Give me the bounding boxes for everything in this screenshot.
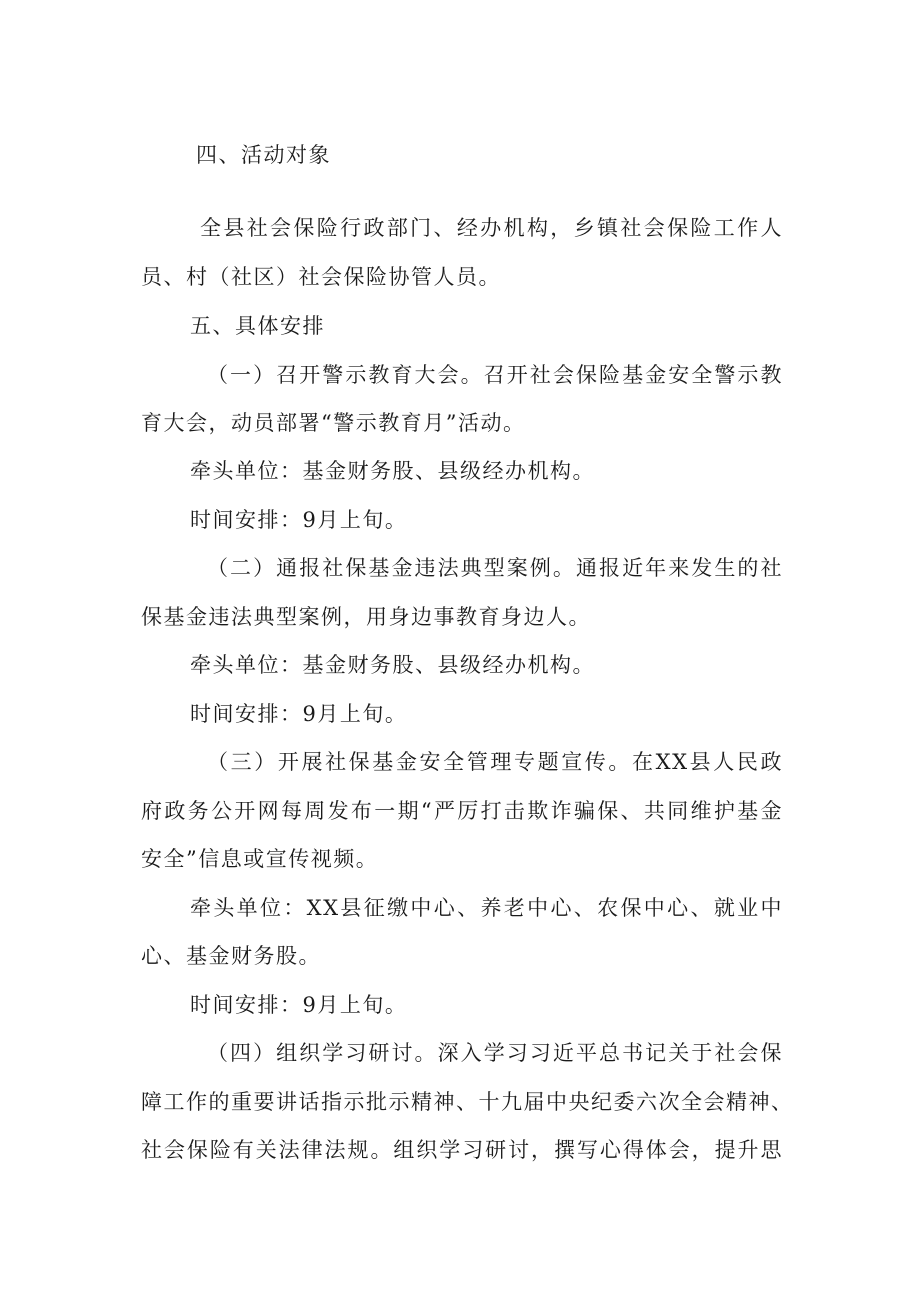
paragraph-line xyxy=(207,747,783,777)
section-heading: 四、活动对象 xyxy=(196,143,331,167)
lead-unit: 牵头单位：基金财务股、县级经办机构。 xyxy=(190,653,595,677)
time-schedule: 时间安排：9月上旬。 xyxy=(190,702,408,726)
lead-unit: 心、基金财务股。 xyxy=(141,944,321,968)
paragraph-line: 保基金违法典型案例，用身边事教育身边人。 xyxy=(141,605,591,629)
paragraph-line xyxy=(141,796,783,826)
paragraph-line xyxy=(200,213,783,243)
section-heading: 五、具体安排 xyxy=(190,314,325,338)
paragraph-line: 员、村（社区）社会保险协管人员。 xyxy=(141,265,501,289)
paragraph-line xyxy=(141,1135,783,1165)
paragraph-line: 育大会，动员部署“警示教育月”活动。 xyxy=(141,411,526,435)
paragraph-line xyxy=(141,1087,794,1117)
text-span: （一）召开警示教育大会。召开社会保险基金安全警示教 xyxy=(207,363,783,387)
lead-unit: 牵头单位：基金财务股、县级经办机构。 xyxy=(190,459,595,483)
paragraph-line xyxy=(207,360,783,390)
text-span: （二）通报社保基金违法典型案例。通报近年来发生的社 xyxy=(207,556,783,580)
time-schedule: 时间安排：9月上旬。 xyxy=(190,508,408,532)
text-span: （三）开展社保基金安全管理专题宣传。在XX县人民政 xyxy=(207,750,783,774)
time-schedule: 时间安排：9月上旬。 xyxy=(190,993,408,1017)
text-span: （四）组织学习研讨。深入学习习近平总书记关于社会保 xyxy=(207,1041,783,1065)
text-span: 全县社会保险行政部门、经办机构，乡镇社会保险工作人 xyxy=(200,216,783,240)
lead-unit xyxy=(190,893,783,923)
paragraph-line xyxy=(207,553,783,583)
paragraph-line xyxy=(207,1038,783,1068)
text-span: 障工作的重要讲话指示批示精神、十九届中央纪委六次全会精神、 xyxy=(141,1090,794,1114)
text-span: 牵头单位：XX县征缴中心、养老中心、农保中心、就业中 xyxy=(190,896,783,920)
text-span: 府政务公开网每周发布一期“严厉打击欺诈骗保、共同维护基金 xyxy=(141,799,783,823)
paragraph-line: 安全”信息或宣传视频。 xyxy=(141,847,379,871)
text-span: 社会保险有关法律法规。组织学习研讨，撰写心得体会，提升思 xyxy=(141,1138,783,1162)
